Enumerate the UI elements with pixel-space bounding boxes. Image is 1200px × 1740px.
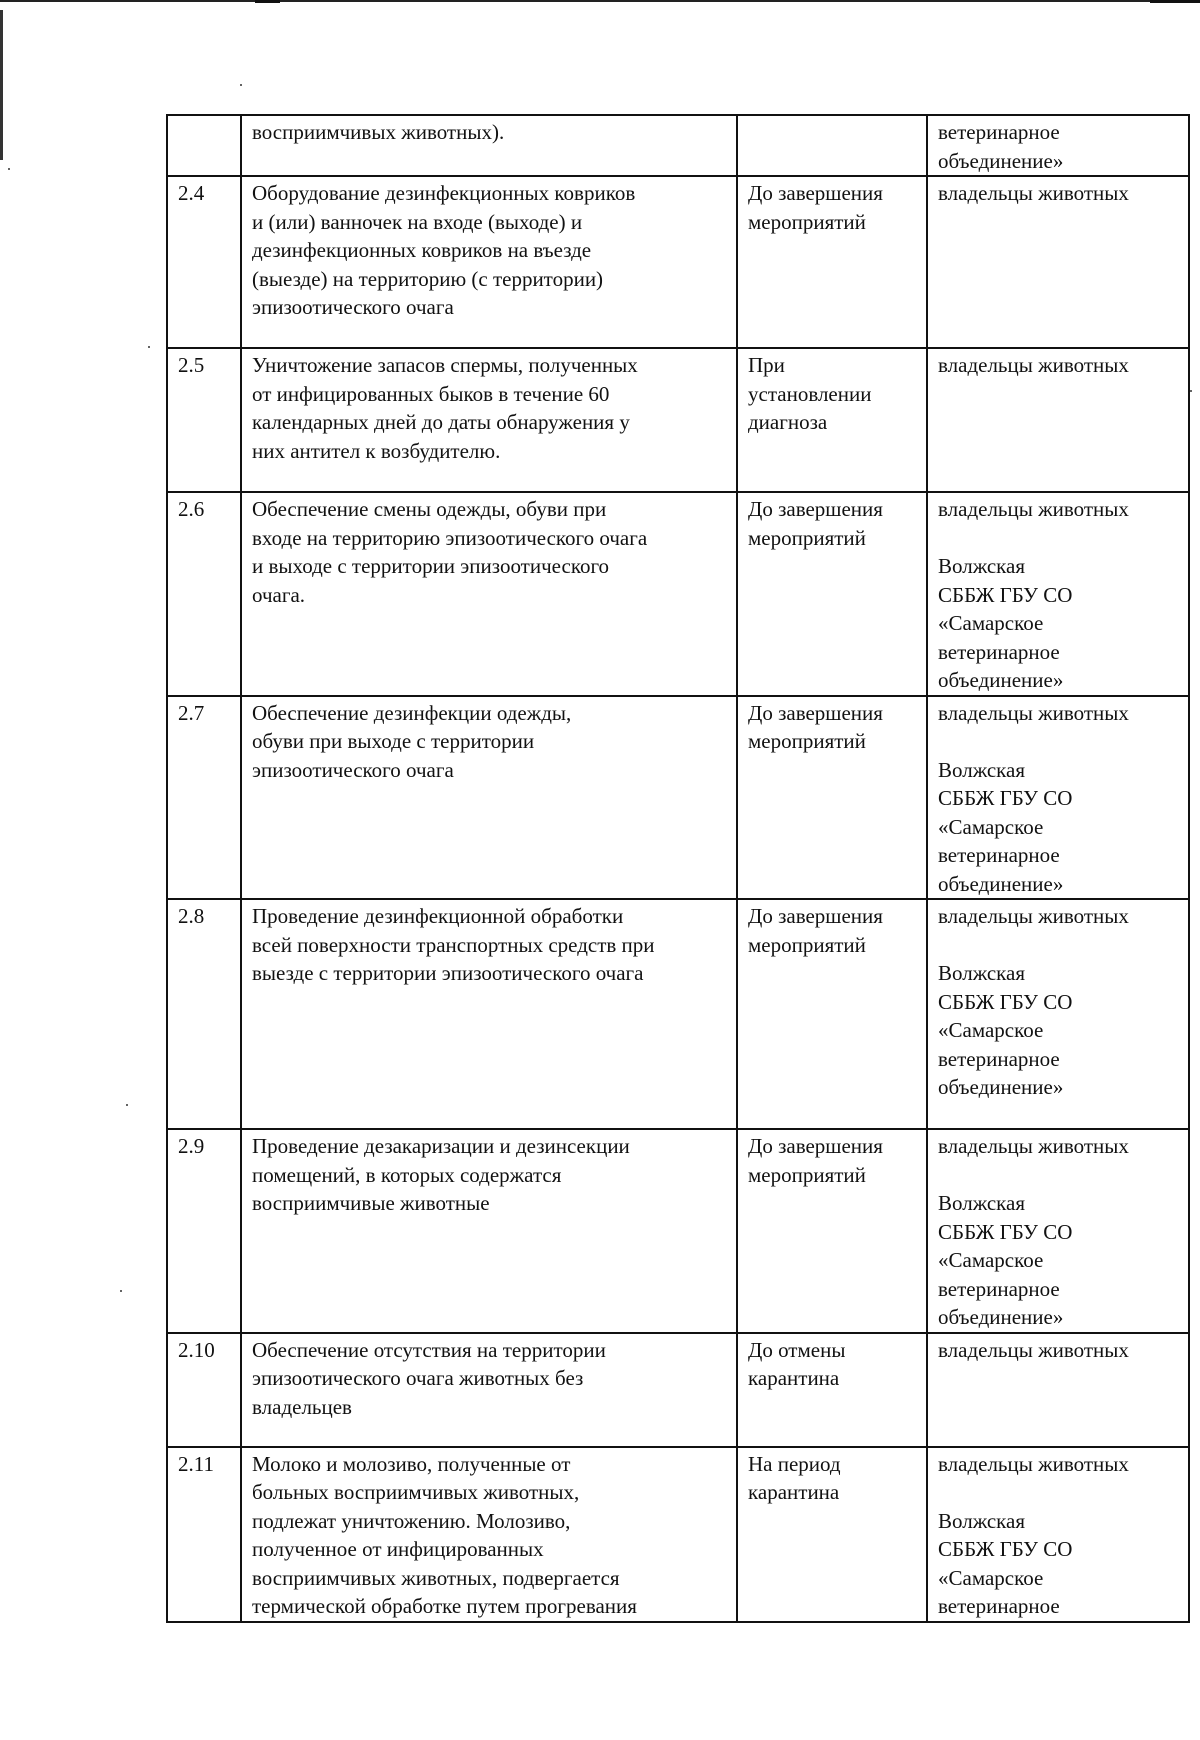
term-line: мероприятий: [748, 209, 866, 234]
term-cell: [737, 176, 927, 348]
action-line: Обеспечение дезинфекции одежды,: [252, 700, 572, 725]
responsible-line: СББЖ ГБУ СО: [938, 1537, 1073, 1561]
term-cell: [737, 492, 927, 696]
action-line: всей поверхности транспортных средств при: [252, 932, 655, 957]
term-line: мероприятий: [748, 525, 866, 550]
responsible-line: Волжская: [938, 757, 1026, 782]
table-row: [167, 492, 1189, 696]
responsible-cell: [927, 1447, 1189, 1622]
row-number: 2.9: [167, 1129, 241, 1333]
action-cell: [241, 696, 737, 900]
action-line: полученное от инфицированных: [252, 1537, 544, 1561]
term-line: До завершения: [748, 904, 883, 928]
action-line: от инфицированных быков в течение 60: [252, 381, 610, 406]
action-line: эпизоотического очага: [252, 757, 454, 782]
scan-edge-left: [0, 10, 3, 160]
action-line: помещений, в которых содержатся: [252, 1162, 562, 1187]
action-line: термической обработке путем прогревания: [252, 1594, 637, 1618]
responsible-line: владельцы животных: [938, 904, 1129, 928]
action-line: них антител к возбудителю.: [252, 438, 501, 463]
term-line: До завершения: [748, 700, 883, 725]
table-row: [167, 1447, 1189, 1622]
action-line: Проведение дезакаризации и дезинсекции: [252, 1134, 630, 1158]
responsible-line: владельцы животных: [938, 1451, 1129, 1476]
responsible-cell: [927, 176, 1189, 348]
blank-line: [938, 524, 1178, 553]
action-line: входе на территорию эпизоотического очага: [252, 525, 648, 550]
action-cell: [241, 492, 737, 696]
action-line: (выезде) на территорию (с территории): [252, 266, 604, 291]
blank-line: [938, 1161, 1178, 1190]
action-line: Молоко и молозиво, полученные от: [252, 1451, 571, 1476]
responsible-line: владельцы животных: [938, 700, 1129, 725]
action-line: Обеспечение смены одежды, обуви при: [252, 497, 607, 521]
action-cell: [241, 348, 737, 492]
scan-speck: [8, 168, 10, 170]
responsible-cell: [927, 1129, 1189, 1333]
table-row: [167, 1333, 1189, 1447]
term-cell: [737, 348, 927, 492]
table-row: [167, 176, 1189, 348]
responsible-line: ветеринарное: [938, 1046, 1060, 1071]
responsible-cell: [927, 492, 1189, 696]
scan-speck: [240, 84, 242, 86]
term-line: На период: [748, 1451, 841, 1476]
table-row: [167, 899, 1189, 1129]
action-cell: [241, 176, 737, 348]
action-line: Обеспечение отсутствия на территории: [252, 1337, 606, 1362]
scan-speck: [148, 346, 150, 348]
action-cell: [241, 115, 737, 176]
scan-mark-top-right: [1150, 0, 1200, 3]
responsible-line: объединение»: [938, 1075, 1064, 1099]
term-line: мероприятий: [748, 932, 866, 957]
term-cell: [737, 1333, 927, 1447]
action-line: календарных дней до даты обнаружения у: [252, 410, 630, 434]
term-line: карантина: [748, 1480, 840, 1504]
responsible-line: объединение»: [938, 871, 1064, 896]
responsible-line: СББЖ ГБУ СО: [938, 786, 1073, 810]
responsible-cell: [927, 348, 1189, 492]
term-line: До отмены: [748, 1337, 846, 1362]
action-line: восприимчивых животных).: [252, 120, 505, 144]
action-cell: [241, 899, 737, 1129]
responsible-line: объединение»: [938, 668, 1064, 692]
row-number: 2.11: [167, 1447, 241, 1622]
scan-speck: [1190, 390, 1192, 392]
action-line: Проведение дезинфекционной обработки: [252, 904, 624, 928]
term-line: До завершения: [748, 1134, 883, 1158]
responsible-cell: [927, 696, 1189, 900]
responsible-line: Волжская: [938, 961, 1026, 985]
row-number: 2.7: [167, 696, 241, 900]
table-row: [167, 696, 1189, 900]
term-line: мероприятий: [748, 1162, 866, 1187]
row-number: 2.8: [167, 899, 241, 1129]
action-line: и (или) ванночек на входе (выходе) и: [252, 209, 583, 234]
blank-line: [938, 727, 1178, 756]
blank-line: [938, 1478, 1178, 1507]
action-line: восприимчивых животных, подвергается: [252, 1565, 620, 1590]
scan-speck: [126, 1104, 128, 1106]
table-row: [167, 1129, 1189, 1333]
action-line: и выходе с территории эпизоотического: [252, 554, 610, 578]
term-line: До завершения: [748, 497, 883, 521]
action-line: Оборудование дезинфекционных ковриков: [252, 181, 636, 205]
table-row: [167, 115, 1189, 176]
responsible-line: ветеринарное: [938, 843, 1060, 867]
responsible-line: ветеринарное: [938, 1276, 1060, 1301]
responsible-line: объединение»: [938, 148, 1064, 173]
row-number: 2.4: [167, 176, 241, 348]
scan-edge-top: [0, 0, 1200, 2]
action-line: выезде с территории эпизоотического очага: [252, 961, 644, 985]
responsible-line: «Самарское: [938, 1248, 1044, 1272]
responsible-line: Волжская: [938, 554, 1026, 578]
term-cell: [737, 115, 927, 176]
responsible-line: Волжская: [938, 1508, 1026, 1533]
row-number: 2.6: [167, 492, 241, 696]
term-cell: [737, 696, 927, 900]
row-number: [167, 115, 241, 176]
responsible-line: ветеринарное: [938, 120, 1060, 144]
action-line: Уничтожение запасов спермы, полученных: [252, 353, 638, 377]
responsible-line: «Самарское: [938, 611, 1044, 635]
responsible-line: СББЖ ГБУ СО: [938, 582, 1073, 607]
table-row: [167, 348, 1189, 492]
scan-speck: [120, 1290, 122, 1292]
row-number: 2.10: [167, 1333, 241, 1447]
responsible-cell: [927, 115, 1189, 176]
responsible-line: владельцы животных: [938, 1134, 1129, 1158]
responsible-line: владельцы животных: [938, 353, 1129, 377]
action-cell: [241, 1447, 737, 1622]
responsible-line: объединение»: [938, 1305, 1064, 1329]
responsible-line: «Самарское: [938, 814, 1044, 839]
action-line: очага.: [252, 582, 306, 607]
action-line: больных восприимчивых животных,: [252, 1480, 580, 1504]
term-line: До завершения: [748, 181, 883, 205]
term-line: При: [748, 353, 785, 377]
action-line: дезинфекционных ковриков на въезде: [252, 238, 592, 262]
term-line: установлении: [748, 381, 872, 406]
responsible-line: «Самарское: [938, 1018, 1044, 1042]
term-line: диагноза: [748, 410, 828, 434]
measures-table: [166, 114, 1190, 1623]
action-cell: [241, 1129, 737, 1333]
responsible-cell: [927, 899, 1189, 1129]
action-line: подлежат уничтожению. Молозиво,: [252, 1508, 571, 1533]
action-line: владельцев: [252, 1394, 352, 1419]
term-line: карантина: [748, 1366, 840, 1390]
responsible-line: Волжская: [938, 1191, 1026, 1215]
blank-line: [938, 931, 1178, 960]
responsible-line: «Самарское: [938, 1565, 1044, 1590]
responsible-line: владельцы животных: [938, 1337, 1129, 1362]
action-line: обуви при выходе с территории: [252, 729, 535, 753]
action-line: эпизоотического очага животных без: [252, 1366, 584, 1390]
action-line: эпизоотического очага: [252, 295, 454, 319]
row-number: 2.5: [167, 348, 241, 492]
term-cell: [737, 1129, 927, 1333]
term-cell: [737, 1447, 927, 1622]
responsible-line: ветеринарное: [938, 1594, 1060, 1618]
term-line: мероприятий: [748, 729, 866, 753]
responsible-line: ветеринарное: [938, 639, 1060, 664]
responsible-line: владельцы животных: [938, 181, 1129, 205]
responsible-line: СББЖ ГБУ СО: [938, 989, 1073, 1014]
action-cell: [241, 1333, 737, 1447]
term-cell: [737, 899, 927, 1129]
responsible-line: владельцы животных: [938, 497, 1129, 521]
responsible-line: СББЖ ГБУ СО: [938, 1219, 1073, 1244]
scan-mark-top: [255, 0, 280, 3]
action-line: восприимчивые животные: [252, 1191, 490, 1215]
responsible-cell: [927, 1333, 1189, 1447]
